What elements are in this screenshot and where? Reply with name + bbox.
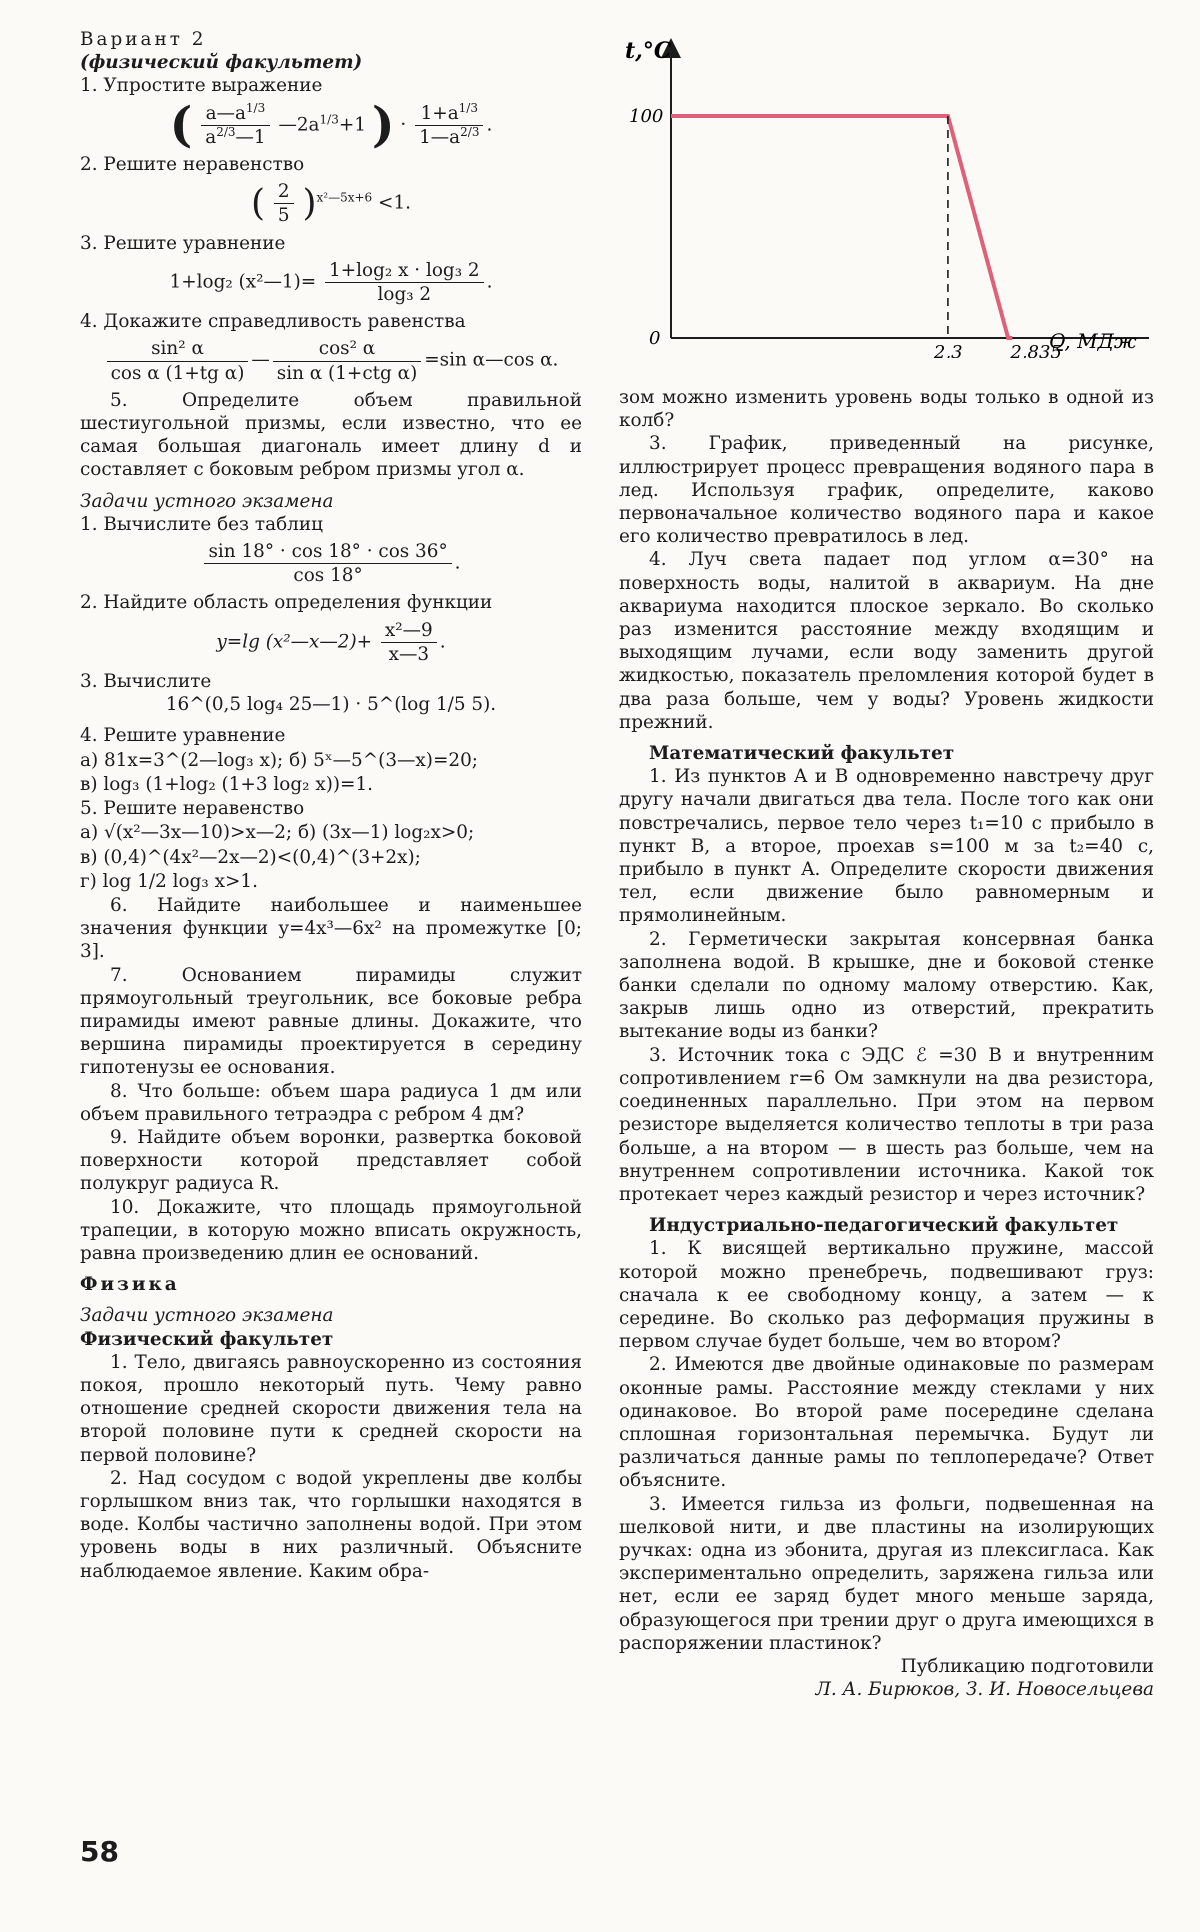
oral-2-formula: y=lg (x²—x—2)+ $\frac{\text{x²—9}}{x—3}$ . — [216, 619, 446, 665]
oral-5-parts — [80, 821, 582, 893]
chart-svg — [619, 28, 1154, 358]
oral-7: 7. Основанием пирамиды служит прямоугольный треугольник, все боковые ребра пирамиды имеют равные длины. Докажите, что вершина пирамиды проектируется в середину гипотенузы ее основания. — [80, 964, 582, 1079]
math-2: 2. Герметически закрытая консервная банка заполнена водой. В крышке, дне и боковой стенке банки сделали по одному малому отверстию. Как, закрыв лишь одно из отверстий, прекратить вытекание воды из банки? — [619, 928, 1154, 1043]
physics-2: 2. Над сосудом с водой укреплены две колбы горлышком вниз так, что горлышки находятся в воде. Колбы частично заполнены водой. При этом уровень воды в них различный. Объясните наблюдаемое явление. Каким обра- — [80, 1467, 582, 1582]
left-column — [80, 28, 582, 1583]
physics-1: 1. Тело, двигаясь равноускоренно из состояния покоя, прошло некоторый путь. Чему равно отношение средней скорости движения тела на второй половине пути к средней скорости на первой половине? — [80, 1351, 582, 1466]
oral-1-formula: $\frac{\sin 18^\circ \cdot \cos 18^\circ \cdot \cos 36^\circ}{\cos 18^\circ}$ . — [80, 540, 582, 587]
oral-5-b: в) (0,4)^(4x²—2x—2)<(0,4)^(3+2x); — [80, 846, 421, 868]
page-number: 58 — [80, 1835, 119, 1868]
y-tick-label: 0 — [649, 328, 661, 349]
oral-5-a: а) √(x²—3x—10)>x—2; б) (3x—1) log₂x>0; — [80, 822, 475, 844]
problem-5: 5. Определите объем правильной шестиугольной призмы, если известно, что ее самая большая диагональ имеет длину d и составляет с боковым ребром призмы угол α. — [80, 389, 582, 481]
physics-faculty-title: Физический факультет — [80, 1328, 334, 1350]
authors: Л. А. Бирюков, З. И. Новосельцева — [815, 1679, 1154, 1701]
x-tick-label: 2,835 — [1010, 342, 1062, 358]
math-faculty-title: Математический факультет — [649, 743, 955, 765]
oral-3: 3. Вычислите — [80, 671, 212, 693]
temperature-heat-chart — [619, 28, 1154, 358]
industrial-faculty-title: Индустриально-педагогический факультет — [649, 1215, 1119, 1237]
publication-note: Публикацию подготовили — [900, 1655, 1154, 1677]
series-line — [671, 116, 1012, 338]
problem-3: 3. Решите уравнение — [80, 232, 286, 254]
oral-3-formula: 16^(0,5 log₄ 25—1) · 5^(log 1/5 5). — [165, 694, 497, 716]
oral-exam-title: Задачи устного экзамена — [80, 490, 334, 512]
chart-marks — [629, 106, 1062, 358]
oral-4-parts — [80, 749, 582, 796]
right-column — [619, 386, 1154, 1701]
physics-title: Физика — [80, 1274, 180, 1296]
formula-2: ( $\frac{2}{5}$ )$^{x^2—5x+6}$ <1. — [250, 181, 411, 227]
oral-8: 8. Что больше: объем шара радиуса 1 дм или объем правильного тетраэдра с ребром 4 дм? — [80, 1080, 582, 1125]
industrial-2: 2. Имеются две двойные одинаковые по размерам оконные рамы. Расстояние между стеклами у них одинаковое. Во второй раме посередине сделана сплошная горизонтальная перемычка. Будут ли различаться данные рамы по теплопередаче? Ответ объясните. — [619, 1354, 1154, 1492]
oral-1: 1. Вычислите без таблиц — [80, 513, 323, 535]
x-axis-label: Q, МДж — [1049, 329, 1137, 353]
formula-3: 1+log₂ (x²—1)= $\frac{\text{1+log₂ x · log₃ 2}}{\text{log₃ 2}}$ . — [169, 259, 493, 306]
formula-1: ( $\frac{a—a^{1/3}}{a^{2/3}—1}$ $—2a^{1/3}+1$ ) · $\frac{1+a^{1/3}}{1—a^{2/3}}$ . — [169, 96, 493, 153]
problem-4: 4. Докажите справедливость равенства — [80, 311, 466, 333]
oral-6: 6. Найдите наибольшее и наименьшее значения функции y=4x³—6x² на промежутке [0; 3]. — [80, 894, 582, 963]
physics-2-continued: зом можно изменить уровень воды только в одной из колб? — [619, 387, 1154, 432]
x-tick-label: 2,3 — [933, 342, 963, 358]
math-3: 3. Источник тока с ЭДС ℰ =30 В и внутренним сопротивлением r=6 Ом замкнули на два резистора, соединенных параллельно. При этом на первом резисторе выделяется количество теплоты в три раза больше, а на втором — в шесть раз больше, чем на внутреннем сопротивлении источника. Какой ток протекает через каждый резистор и через источник? — [619, 1044, 1154, 1205]
physics-4: 4. Луч света падает под углом α=30° на поверхность воды, налитой в аквариум. На дне аквариума находится плоское зеркало. Во сколько раз изменится расстояние между входящим и выходящим лучами, если воду заменить другой жидкостью, показатель преломления которой будет в два раза больше, чем у воды? Уровень жидкости прежний. — [619, 549, 1154, 733]
oral-10: 10. Докажите, что площадь прямоугольной трапеции, в которую можно вписать окружность, равна произведению длин ее оснований. — [80, 1196, 582, 1264]
y-axis-label: t,°C — [625, 38, 672, 64]
variant-title: Вариант 2 — [80, 29, 207, 50]
variant-subtitle: (физический факультет) — [80, 52, 363, 74]
formula-4: $\frac{\text{sin² α}}{\text{cos α (1+tg α)}}$ — $\frac{\text{cos² α}}{\text{sin α (1+ctg α)}}$ =sin α—cos α. — [80, 337, 582, 384]
oral-2: 2. Найдите область определения функции — [80, 592, 493, 614]
formula-1-right-fraction: $\frac{1+a^{1/3}}{1—a^{2/3}}$ — [415, 102, 483, 149]
y-tick-label: 100 — [629, 106, 664, 127]
oral-5: 5. Решите неравенство — [80, 798, 305, 820]
oral-4-b: в) log₃ (1+log₂ (1+3 log₂ x))=1. — [80, 773, 374, 795]
formula-1-left-fraction: $\frac{a—a^{1/3}}{a^{2/3}—1}$ — [201, 102, 269, 149]
oral-5-c: г) log 1/2 log₃ x>1. — [80, 870, 258, 892]
oral-9: 9. Найдите объем воронки, развертка боковой поверхности которой представляет собой полукруг радиуса R. — [80, 1126, 582, 1195]
problem-2: 2. Решите неравенство — [80, 154, 305, 176]
industrial-1: 1. К висящей вертикально пружине, массой которой можно пренебречь, подвешивают груз: сначала к ее свободному концу, а затем — к середине. Во сколько раз деформация пружины в первом случае будет больше, чем во втором? — [619, 1238, 1154, 1353]
industrial-3: 3. Имеется гильза из фольги, подвешенная на шелковой нити, и две пластины на изолирующих ручках: одна из эбонита, другая из плексигласа. Как экспериментально определить, заряжена гильза или нет, если ее заряд будет много меньше заряда, образующегося при трении друг о друга имеющихся в распоряжении пластинок? — [619, 1493, 1154, 1654]
oral-4: 4. Решите уравнение — [80, 725, 286, 747]
math-1: 1. Из пунктов A и B одновременно навстречу друг другу начали двигаться два тела. После того как они повстречались, первое тело через t₁=10 с прибыло в пункт B, а второе, проехав s=100 м за t₂=40 с, прибыло в пункт A. Определите скорости движения тел, если движение было равномерным и прямолинейным. — [619, 766, 1154, 927]
physics-oral-title: Задачи устного экзамена — [80, 1305, 334, 1327]
oral-4-a: а) 81x=3^(2—log₃ x); б) 5ˣ—5^(3—x)=20; — [80, 749, 478, 771]
problem-1: 1. Упростите выражение — [80, 75, 323, 97]
physics-3: 3. График, приведенный на рисунке, иллюстрирует процесс превращения водяного пара в лед. Используя график, определите, каково первоначальное количество водяного пара и какое его количество превратилось в лед. — [619, 433, 1154, 548]
